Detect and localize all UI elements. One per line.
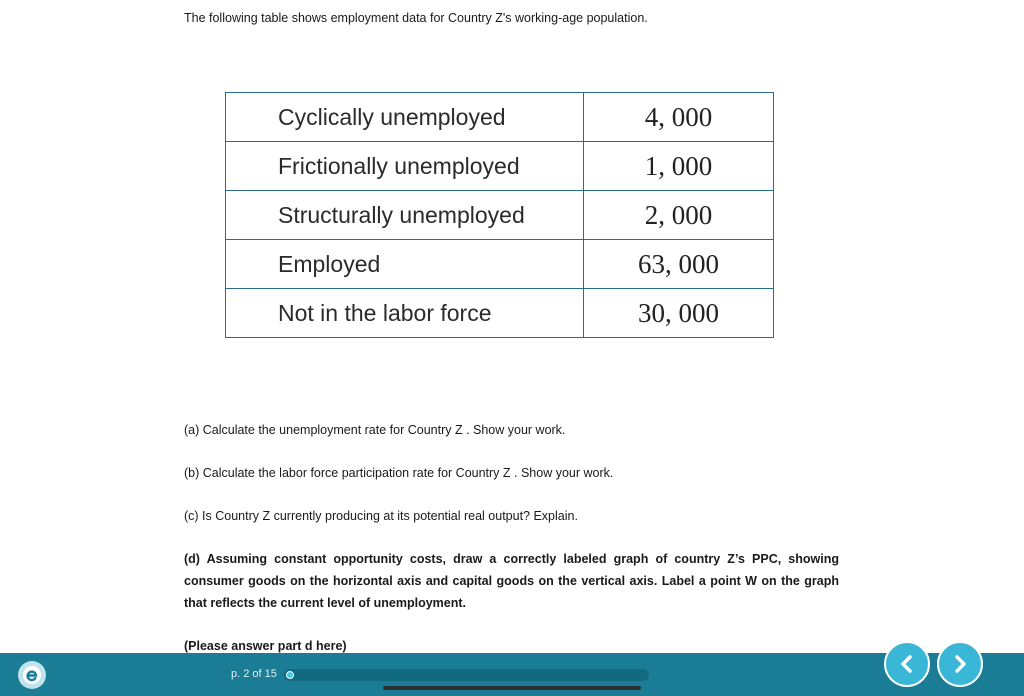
row-label: Employed xyxy=(226,240,584,289)
answer-prompt: (Please answer part d here) xyxy=(184,639,347,653)
row-value: 30, 000 xyxy=(584,289,774,338)
app-logo-glyph xyxy=(22,665,42,685)
question-b: (b) Calculate the labor force participation rate for Country Z . Show your work. xyxy=(184,466,614,480)
table-row xyxy=(226,289,774,338)
table-row xyxy=(226,240,774,289)
chevron-right-icon xyxy=(949,653,971,675)
row-label: Not in the labor force xyxy=(226,289,584,338)
horizontal-scrollbar[interactable] xyxy=(383,686,641,690)
question-c: (c) Is Country Z currently producing at its potential real output? Explain. xyxy=(184,509,578,523)
row-value: 4, 000 xyxy=(584,93,774,142)
table-row xyxy=(226,93,774,142)
table-row xyxy=(226,142,774,191)
progress-track[interactable] xyxy=(284,669,649,681)
progress-knob[interactable] xyxy=(286,671,294,679)
row-value: 1, 000 xyxy=(584,142,774,191)
footer-bar xyxy=(0,653,1024,696)
row-label: Frictionally unemployed xyxy=(226,142,584,191)
row-label: Structurally unemployed xyxy=(226,191,584,240)
question-a: (a) Calculate the unemployment rate for Country Z . Show your work. xyxy=(184,423,566,437)
question-d: (d) Assuming constant opportunity costs, draw a correctly labeled graph of country Z’s PPC, showing consumer goods on the horizontal axis and capital goods on the vertical axis. Label a point W on the graph that reflects the current level of unemployment. xyxy=(184,552,839,610)
row-label: Cyclically unemployed xyxy=(226,93,584,142)
table-row xyxy=(226,191,774,240)
chevron-left-icon xyxy=(896,653,918,675)
row-value: 63, 000 xyxy=(584,240,774,289)
page-indicator: p. 2 of 15 xyxy=(231,668,277,680)
employment-table xyxy=(225,92,774,338)
row-value: 2, 000 xyxy=(584,191,774,240)
app-logo-icon[interactable] xyxy=(18,661,46,689)
previous-page-button[interactable] xyxy=(884,641,930,687)
next-page-button[interactable] xyxy=(937,641,983,687)
intro-text: The following table shows employment data for Country Z's working-age population. xyxy=(184,11,648,25)
